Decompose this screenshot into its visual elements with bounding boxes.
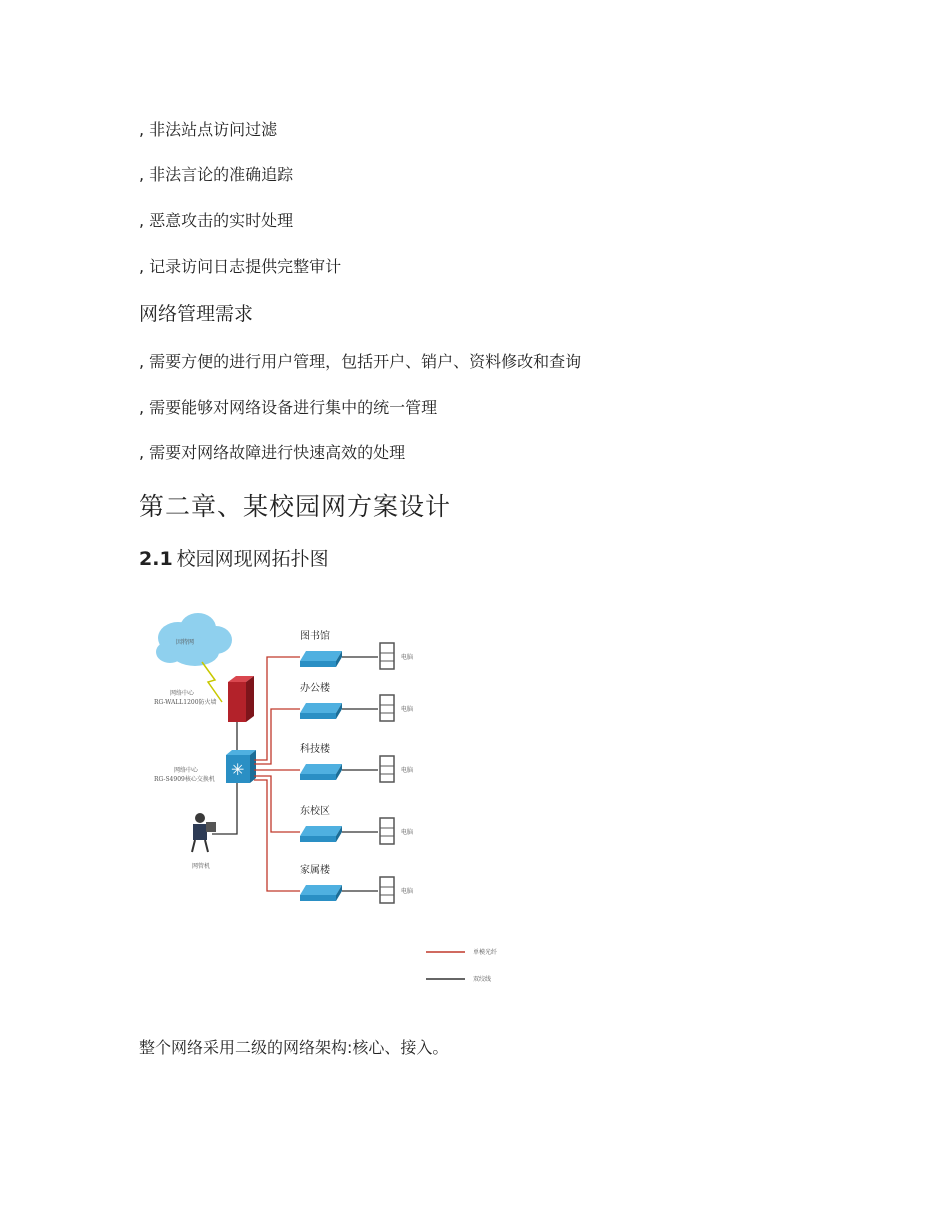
bullet-speech-tracking: , 非法言论的准确追踪 (139, 165, 294, 184)
computer-label: 电脑 (401, 888, 414, 895)
admin-pc-label: 网管机 (192, 863, 211, 870)
bullet-fault-handling: , 需要对网络故障进行快速高效的处理 (139, 443, 406, 462)
cloud-label: 因特网 (176, 639, 195, 646)
bullet-illegal-site-filter: , 非法站点访问过滤 (139, 120, 278, 139)
computer-icon (380, 756, 394, 782)
building-label: 东校区 (300, 806, 330, 817)
access-switch-icon (300, 651, 342, 667)
firewall-label-1: 网络中心 (170, 690, 195, 697)
access-switch-icon (300, 703, 342, 719)
bullet-audit-logging: , 记录访问日志提供完整审计 (139, 257, 342, 276)
bullet-attack-handling: , 恶意攻击的实时处理 (139, 211, 294, 230)
wan-link (202, 662, 222, 702)
core-label-1: 网络中心 (174, 767, 199, 774)
building-label: 办公楼 (300, 683, 330, 694)
computer-icon (380, 818, 394, 844)
access-switch-icon (300, 885, 342, 901)
fiber-links (254, 657, 300, 891)
firewall-label-2: RG-WALL1200防火墙 (154, 699, 217, 706)
admin-person-icon (192, 813, 216, 852)
computer-icon (380, 695, 394, 721)
bullet-user-management: , 需要方便的进行用户管理，包括开户、销户、资料修改和查询 (139, 352, 582, 371)
footer-paragraph: 整个网络采用二级的网络架构:核心、接入。 (139, 1038, 449, 1057)
building-label: 家属楼 (300, 865, 330, 876)
subsection-number: 2.1 (139, 548, 173, 570)
firewall-icon (228, 676, 254, 722)
computer-label: 电脑 (401, 829, 414, 836)
legend-twisted-pair-label: 双绞线 (473, 976, 492, 983)
computer-label: 电脑 (401, 654, 414, 661)
svg-text:✳: ✳ (231, 760, 245, 779)
bullet-device-management: , 需要能够对网络设备进行集中的统一管理 (139, 398, 438, 417)
computer-icon (380, 877, 394, 903)
core-switch-icon (226, 750, 256, 783)
subsection-title: 校园网现网拓扑图 (176, 548, 329, 570)
section-heading-network-management: 网络管理需求 (139, 303, 254, 325)
access-switch-icon (300, 826, 342, 842)
computer-label: 电脑 (401, 706, 414, 713)
computer-icon (380, 643, 394, 669)
chapter-title: 第二章、某校园网方案设计 (139, 492, 452, 521)
computer-label: 电脑 (401, 767, 414, 774)
building-label: 图书馆 (300, 631, 330, 642)
subsection-heading (139, 547, 329, 571)
core-label-2: RG-S4909核心交换机 (154, 776, 215, 783)
building-label: 科技楼 (300, 744, 330, 755)
campus-network-topology-diagram (140, 600, 520, 1000)
access-switch-icon (300, 764, 342, 780)
legend-fiber-label: 单模光纤 (473, 949, 498, 956)
